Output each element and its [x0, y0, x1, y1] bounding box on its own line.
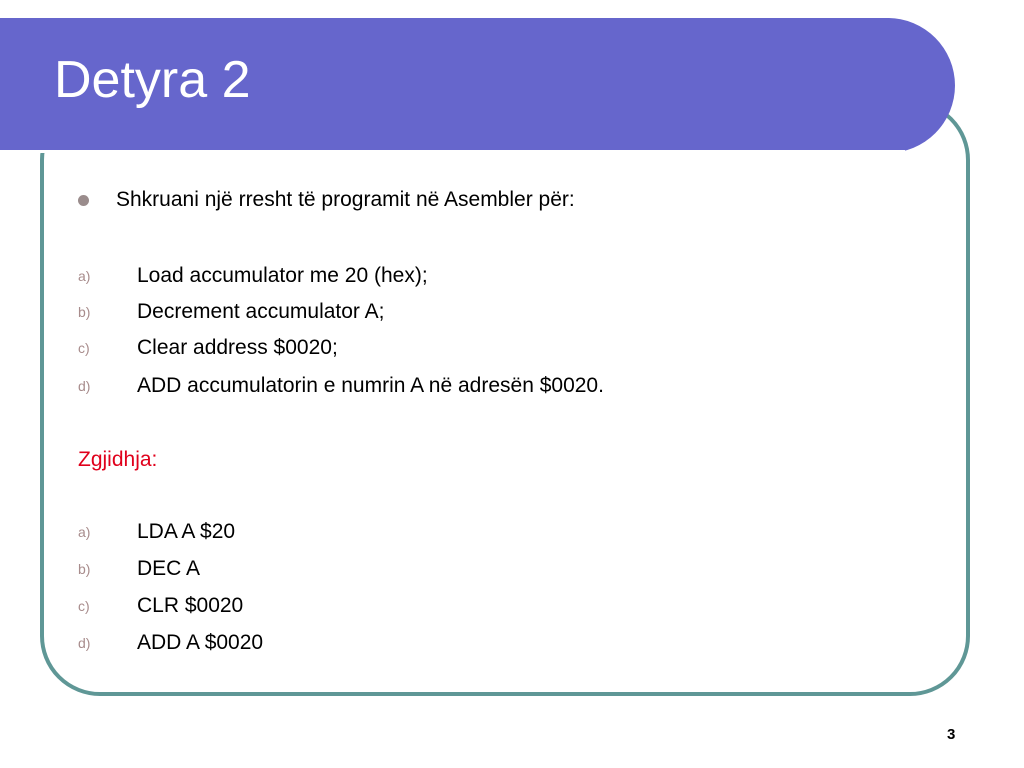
- slide-title: Detyra 2: [54, 51, 251, 109]
- solution-marker: c): [78, 598, 90, 614]
- solution-marker: b): [78, 561, 91, 577]
- task-marker: c): [78, 340, 90, 356]
- solution-heading: Zgjidhja:: [78, 448, 158, 471]
- task-item-d: [78, 372, 604, 400]
- task-marker: b): [78, 304, 91, 320]
- task-item-c: [78, 334, 338, 362]
- solution-item-a: [78, 518, 235, 546]
- task-marker: a): [78, 268, 91, 284]
- solution-text: LDA A $20: [137, 520, 236, 543]
- task-text: Clear address $0020;: [137, 336, 338, 359]
- task-text: Load accumulator me 20 (hex);: [137, 264, 428, 287]
- task-marker: d): [78, 378, 91, 394]
- intro-text: Shkruani një rresht të programit në Asembler për:: [116, 188, 575, 211]
- task-text: ADD accumulatorin e numrin A në adresën $0020.: [137, 374, 604, 397]
- task-item-a: [78, 262, 428, 290]
- solution-item-b: [78, 555, 200, 583]
- title-underline: [0, 150, 905, 153]
- solution-item-c: [78, 592, 243, 620]
- solution-text: DEC A: [137, 557, 201, 580]
- solution-marker: a): [78, 524, 91, 540]
- solution-text: ADD A $0020: [137, 631, 264, 654]
- bullet-dot-icon: [78, 195, 89, 206]
- solution-item-d: [78, 629, 263, 657]
- task-item-b: [78, 298, 384, 326]
- solution-text: CLR $0020: [137, 594, 244, 617]
- intro-bullet: [78, 186, 575, 214]
- slide-number: 3: [947, 726, 956, 743]
- task-text: Decrement accumulator A;: [137, 300, 385, 323]
- solution-marker: d): [78, 635, 91, 651]
